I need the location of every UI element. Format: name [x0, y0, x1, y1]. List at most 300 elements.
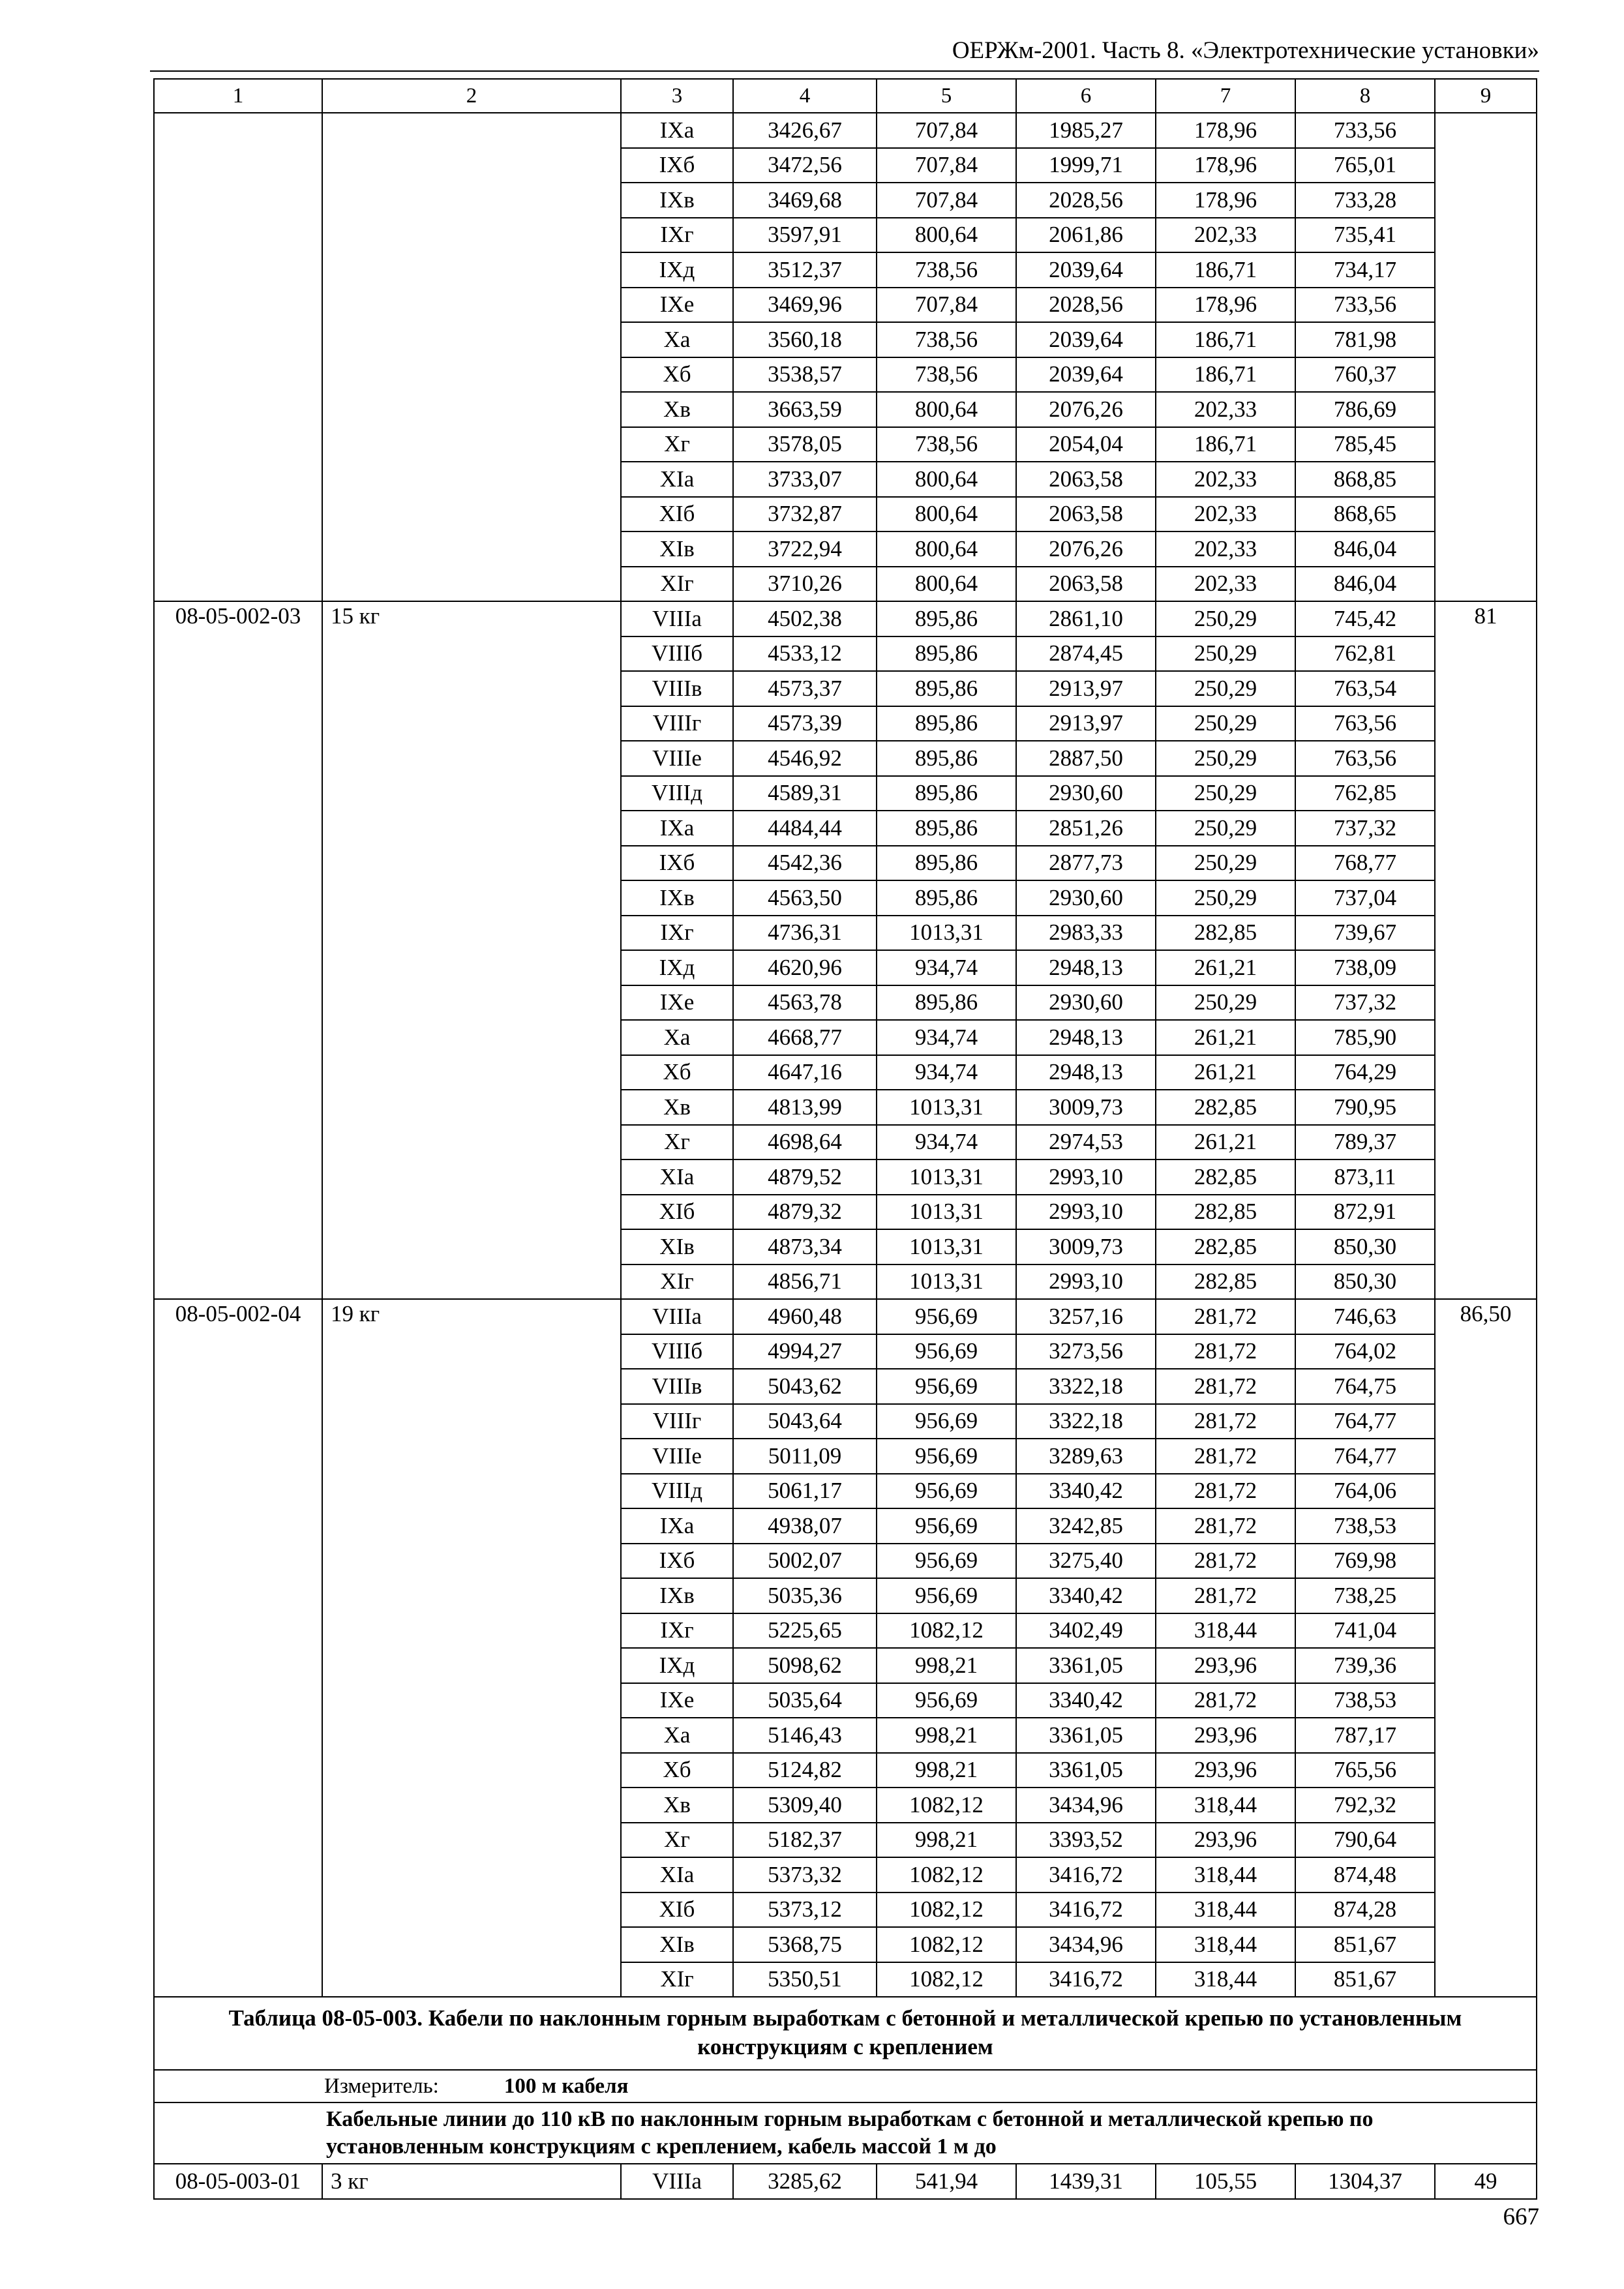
cell-col6: 1999,71 [1016, 148, 1156, 183]
cell-col6: 3434,96 [1016, 1788, 1156, 1823]
cell-col5: 1013,31 [877, 1195, 1016, 1230]
cell-col4: 5002,07 [733, 1544, 877, 1579]
cell-col9: 49 [1435, 2164, 1537, 2199]
cell-col6: 3340,42 [1016, 1683, 1156, 1718]
cell-col5: 1082,12 [877, 1788, 1016, 1823]
cell-col5: 895,86 [877, 636, 1016, 672]
cell-col4: 4502,38 [733, 601, 877, 636]
cell-col6: 2913,97 [1016, 671, 1156, 706]
cell-col6: 3273,56 [1016, 1334, 1156, 1369]
cell-col6: 3416,72 [1016, 1857, 1156, 1893]
cell-col4: 5350,51 [733, 1962, 877, 1997]
cell-col8: 746,63 [1295, 1299, 1435, 1334]
cell-col7: 293,96 [1156, 1753, 1295, 1788]
cell-col9: 86,50 [1435, 1299, 1537, 1997]
cell-col5: 956,69 [877, 1439, 1016, 1474]
cell-col8: 763,56 [1295, 706, 1435, 741]
cell-col4: 3426,67 [733, 113, 877, 148]
cell-col5: 800,64 [877, 462, 1016, 497]
cell-col4: 4573,39 [733, 706, 877, 741]
cell-col5: 800,64 [877, 218, 1016, 253]
cell-class: IXд [621, 1648, 733, 1683]
cell-col8: 868,85 [1295, 462, 1435, 497]
cell-col8: 738,53 [1295, 1683, 1435, 1718]
cell-col4: 3512,37 [733, 252, 877, 288]
cell-class: XIг [621, 567, 733, 602]
cell-col6: 2993,10 [1016, 1159, 1156, 1195]
measure-row [154, 2070, 1537, 2102]
cell-class: IXв [621, 183, 733, 218]
cell-col4: 5373,12 [733, 1893, 877, 1928]
cell-class: Xв [621, 392, 733, 427]
cell-col5: 956,69 [877, 1544, 1016, 1579]
cell-col7: 281,72 [1156, 1578, 1295, 1613]
cell-mass: 15 кг [322, 601, 621, 1299]
cell-col4: 3285,62 [733, 2164, 877, 2199]
cell-col4: 4668,77 [733, 1020, 877, 1055]
cell-class: IXб [621, 148, 733, 183]
cell-col4: 4546,92 [733, 741, 877, 776]
cell-col7: 186,71 [1156, 357, 1295, 393]
col-num-9: 9 [1435, 79, 1537, 113]
cell-class: Xа [621, 1718, 733, 1753]
cell-col6: 3009,73 [1016, 1090, 1156, 1125]
cell-col4: 3472,56 [733, 148, 877, 183]
cell-mass: 19 кг [322, 1299, 621, 1997]
cell-col6: 2974,53 [1016, 1125, 1156, 1160]
cell-col4: 4938,07 [733, 1508, 877, 1544]
cell-col8: 738,25 [1295, 1578, 1435, 1613]
cell-col6: 2039,64 [1016, 357, 1156, 393]
col-num-2: 2 [322, 79, 621, 113]
cell-col5: 998,21 [877, 1648, 1016, 1683]
cell-col7: 293,96 [1156, 1823, 1295, 1858]
cell-col4: 3469,96 [733, 288, 877, 323]
cell-col5: 738,56 [877, 322, 1016, 357]
cell-col5: 956,69 [877, 1578, 1016, 1613]
cell-col6: 2861,10 [1016, 601, 1156, 636]
cell-class: Xб [621, 1753, 733, 1788]
cell-class: XIа [621, 462, 733, 497]
cell-class: IXд [621, 950, 733, 985]
cell-mass [322, 113, 621, 601]
cell-col7: 282,85 [1156, 916, 1295, 951]
cell-col6: 3009,73 [1016, 1229, 1156, 1264]
cell-col8: 735,41 [1295, 218, 1435, 253]
cell-mass: 3 кг [322, 2164, 621, 2199]
cell-class: Xг [621, 1823, 733, 1858]
cell-col6: 2076,26 [1016, 531, 1156, 567]
cell-col7: 178,96 [1156, 113, 1295, 148]
cell-col6: 3361,05 [1016, 1648, 1156, 1683]
cell-col7: 261,21 [1156, 1125, 1295, 1160]
cell-col7: 261,21 [1156, 1020, 1295, 1055]
cell-col6: 3361,05 [1016, 1753, 1156, 1788]
cell-col7: 202,33 [1156, 531, 1295, 567]
cell-class: IXа [621, 1508, 733, 1544]
cell-col4: 3597,91 [733, 218, 877, 253]
cell-col7: 282,85 [1156, 1264, 1295, 1300]
cell-col8: 762,85 [1295, 776, 1435, 811]
cell-col8: 734,17 [1295, 252, 1435, 288]
cell-col6: 2061,86 [1016, 218, 1156, 253]
cell-col7: 318,44 [1156, 1613, 1295, 1649]
rates-table [153, 78, 1537, 2200]
column-number-row [154, 79, 1537, 113]
cell-col4: 4879,52 [733, 1159, 877, 1195]
cell-col7: 318,44 [1156, 1893, 1295, 1928]
cell-col8: 739,67 [1295, 916, 1435, 951]
page-number: 667 [1503, 2204, 1539, 2230]
cell-class: IXв [621, 1578, 733, 1613]
cell-col6: 2063,58 [1016, 462, 1156, 497]
cell-col4: 5035,64 [733, 1683, 877, 1718]
cell-class: VIIIг [621, 1404, 733, 1439]
cell-col5: 934,74 [877, 1020, 1016, 1055]
cell-class: IXв [621, 880, 733, 916]
cell-col6: 2930,60 [1016, 880, 1156, 916]
cell-col4: 4573,37 [733, 671, 877, 706]
cell-col6: 2028,56 [1016, 183, 1156, 218]
table-row [154, 1299, 1537, 1334]
cell-col5: 934,74 [877, 1125, 1016, 1160]
cell-col6: 2930,60 [1016, 776, 1156, 811]
cell-col7: 282,85 [1156, 1090, 1295, 1125]
table-footer [154, 1997, 1537, 2199]
cell-col4: 4873,34 [733, 1229, 877, 1264]
col-num-3: 3 [621, 79, 733, 113]
cell-col8: 745,42 [1295, 601, 1435, 636]
cell-class: Xв [621, 1090, 733, 1125]
cell-col8: 738,53 [1295, 1508, 1435, 1544]
cell-col5: 1013,31 [877, 916, 1016, 951]
cell-col4: 3560,18 [733, 322, 877, 357]
cell-col4: 4542,36 [733, 846, 877, 881]
cell-col6: 2063,58 [1016, 567, 1156, 602]
cell-col8: 733,28 [1295, 183, 1435, 218]
cell-col8: 790,64 [1295, 1823, 1435, 1858]
cell-col7: 202,33 [1156, 462, 1295, 497]
table-title-row [154, 1997, 1537, 2070]
cell-col6: 2039,64 [1016, 322, 1156, 357]
cell-col8: 792,32 [1295, 1788, 1435, 1823]
cell-col5: 800,64 [877, 392, 1016, 427]
cell-col8: 787,17 [1295, 1718, 1435, 1753]
cell-col4: 3578,05 [733, 427, 877, 462]
cell-col5: 1082,12 [877, 1927, 1016, 1962]
cell-col6: 3434,96 [1016, 1927, 1156, 1962]
cell-col8: 738,09 [1295, 950, 1435, 985]
cell-col6: 3416,72 [1016, 1962, 1156, 1997]
cell-col8: 851,67 [1295, 1927, 1435, 1962]
cell-col5: 895,86 [877, 811, 1016, 846]
cell-col8: 764,75 [1295, 1369, 1435, 1404]
cell-col6: 3275,40 [1016, 1544, 1156, 1579]
cell-col8: 764,77 [1295, 1404, 1435, 1439]
cell-col8: 765,01 [1295, 148, 1435, 183]
cell-class: XIв [621, 1229, 733, 1264]
cell-col7: 282,85 [1156, 1195, 1295, 1230]
cell-col6: 3340,42 [1016, 1474, 1156, 1509]
cell-col8: 762,81 [1295, 636, 1435, 672]
cell-col5: 738,56 [877, 427, 1016, 462]
cell-col7: 293,96 [1156, 1718, 1295, 1753]
cell-class: VIIIд [621, 1474, 733, 1509]
cell-col4: 3710,26 [733, 567, 877, 602]
cell-col5: 1013,31 [877, 1229, 1016, 1264]
cell-col8: 741,04 [1295, 1613, 1435, 1649]
cell-col7: 250,29 [1156, 671, 1295, 706]
cell-col5: 800,64 [877, 497, 1016, 532]
cell-col8: 1304,37 [1295, 2164, 1435, 2199]
cell-col8: 872,91 [1295, 1195, 1435, 1230]
cell-class: VIIIа [621, 601, 733, 636]
cell-col4: 5043,62 [733, 1369, 877, 1404]
table-row [154, 601, 1537, 636]
cell-col7: 202,33 [1156, 497, 1295, 532]
cell-col8: 737,32 [1295, 985, 1435, 1021]
cell-col5: 998,21 [877, 1718, 1016, 1753]
cell-col7: 202,33 [1156, 567, 1295, 602]
cell-col8: 846,04 [1295, 531, 1435, 567]
cell-col5: 895,86 [877, 741, 1016, 776]
cell-col5: 998,21 [877, 1823, 1016, 1858]
cell-col4: 5061,17 [733, 1474, 877, 1509]
cell-col5: 895,86 [877, 776, 1016, 811]
cell-col4: 4736,31 [733, 916, 877, 951]
table-row [154, 113, 1537, 148]
cell-col6: 3322,18 [1016, 1369, 1156, 1404]
running-header: ОЕРЖм-2001. Часть 8. «Электротехнические установки» [952, 37, 1539, 64]
cell-col5: 1082,12 [877, 1893, 1016, 1928]
cell-class: Xа [621, 322, 733, 357]
cell-col4: 3469,68 [733, 183, 877, 218]
cell-col8: 873,11 [1295, 1159, 1435, 1195]
cell-col5: 895,86 [877, 706, 1016, 741]
cell-class: Xг [621, 1125, 733, 1160]
cell-col7: 178,96 [1156, 183, 1295, 218]
cell-class: VIIIд [621, 776, 733, 811]
cell-col4: 4813,99 [733, 1090, 877, 1125]
cell-col7: 202,33 [1156, 218, 1295, 253]
cell-class: IXб [621, 1544, 733, 1579]
cell-col4: 4484,44 [733, 811, 877, 846]
cell-class: VIIIб [621, 636, 733, 672]
cell-class: VIIIе [621, 1439, 733, 1474]
cell-class: XIб [621, 497, 733, 532]
cell-col7: 318,44 [1156, 1927, 1295, 1962]
cell-col7: 318,44 [1156, 1857, 1295, 1893]
cell-col6: 2063,58 [1016, 497, 1156, 532]
cell-class: IXд [621, 252, 733, 288]
cell-col5: 895,86 [877, 601, 1016, 636]
cell-col5: 895,86 [877, 880, 1016, 916]
col-num-7: 7 [1156, 79, 1295, 113]
cell-code: 08-05-002-03 [154, 601, 322, 1299]
cell-col7: 261,21 [1156, 950, 1295, 985]
cell-col6: 2913,97 [1016, 706, 1156, 741]
cell-col7: 250,29 [1156, 741, 1295, 776]
cell-col9 [1435, 113, 1537, 601]
cell-class: IXг [621, 218, 733, 253]
cell-col7: 282,85 [1156, 1229, 1295, 1264]
header-rule [150, 70, 1539, 72]
cell-col4: 5011,09 [733, 1439, 877, 1474]
cell-col7: 261,21 [1156, 1055, 1295, 1090]
cell-col4: 4856,71 [733, 1264, 877, 1300]
cell-col5: 956,69 [877, 1299, 1016, 1334]
col-num-5: 5 [877, 79, 1016, 113]
cell-class: VIIIв [621, 1369, 733, 1404]
cell-col6: 2851,26 [1016, 811, 1156, 846]
cell-class: Xб [621, 1055, 733, 1090]
cell-col8: 764,77 [1295, 1439, 1435, 1474]
cell-col4: 3722,94 [733, 531, 877, 567]
cell-col5: 738,56 [877, 357, 1016, 393]
cell-code [154, 113, 322, 601]
cell-col8: 769,98 [1295, 1544, 1435, 1579]
cell-code: 08-05-003-01 [154, 2164, 322, 2199]
cell-class: XIб [621, 1195, 733, 1230]
cell-col7: 318,44 [1156, 1788, 1295, 1823]
cell-col6: 2993,10 [1016, 1264, 1156, 1300]
cell-col8: 786,69 [1295, 392, 1435, 427]
cell-col7: 105,55 [1156, 2164, 1295, 2199]
cell-col5: 707,84 [877, 183, 1016, 218]
cell-col5: 800,64 [877, 531, 1016, 567]
cell-class: IXа [621, 811, 733, 846]
cell-col7: 293,96 [1156, 1648, 1295, 1683]
cell-col8: 868,65 [1295, 497, 1435, 532]
cell-col4: 4563,50 [733, 880, 877, 916]
cell-col4: 4698,64 [733, 1125, 877, 1160]
cell-col5: 956,69 [877, 1474, 1016, 1509]
cell-col6: 2039,64 [1016, 252, 1156, 288]
cell-col8: 764,29 [1295, 1055, 1435, 1090]
cell-col4: 4533,12 [733, 636, 877, 672]
cell-col4: 5309,40 [733, 1788, 877, 1823]
cell-col7: 186,71 [1156, 427, 1295, 462]
cell-col5: 1013,31 [877, 1090, 1016, 1125]
cable-heading-row [154, 2102, 1537, 2164]
cell-col5: 707,84 [877, 113, 1016, 148]
cell-col5: 895,86 [877, 985, 1016, 1021]
cell-col6: 3257,16 [1016, 1299, 1156, 1334]
cell-col5: 1082,12 [877, 1962, 1016, 1997]
cell-col5: 707,84 [877, 288, 1016, 323]
cell-col4: 5043,64 [733, 1404, 877, 1439]
cell-col6: 3402,49 [1016, 1613, 1156, 1649]
cell-col5: 956,69 [877, 1683, 1016, 1718]
cell-col5: 956,69 [877, 1404, 1016, 1439]
cell-col4: 5373,32 [733, 1857, 877, 1893]
cell-col5: 895,86 [877, 671, 1016, 706]
cell-col5: 1082,12 [877, 1613, 1016, 1649]
cell-class: Xа [621, 1020, 733, 1055]
cell-col4: 3663,59 [733, 392, 877, 427]
cell-class: XIа [621, 1857, 733, 1893]
cell-col4: 5035,36 [733, 1578, 877, 1613]
cell-col4: 4960,48 [733, 1299, 877, 1334]
cell-col5: 998,21 [877, 1753, 1016, 1788]
cell-col6: 2983,33 [1016, 916, 1156, 951]
cell-class: IXг [621, 916, 733, 951]
cell-col7: 281,72 [1156, 1439, 1295, 1474]
measure-value: 100 м кабеля [504, 2074, 629, 2098]
cell-col8: 764,02 [1295, 1334, 1435, 1369]
cell-col4: 3733,07 [733, 462, 877, 497]
cell-col5: 895,86 [877, 846, 1016, 881]
cell-col9: 81 [1435, 601, 1537, 1299]
cell-col6: 2054,04 [1016, 427, 1156, 462]
cell-col8: 846,04 [1295, 567, 1435, 602]
cell-col4: 4563,78 [733, 985, 877, 1021]
cell-col7: 318,44 [1156, 1962, 1295, 1997]
cell-class: IXе [621, 288, 733, 323]
cell-col8: 733,56 [1295, 288, 1435, 323]
cell-col7: 281,72 [1156, 1299, 1295, 1334]
cell-col8: 737,32 [1295, 811, 1435, 846]
cell-col8: 874,28 [1295, 1893, 1435, 1928]
cell-class: XIв [621, 531, 733, 567]
cell-col8: 785,45 [1295, 427, 1435, 462]
cell-col4: 4879,32 [733, 1195, 877, 1230]
cell-col4: 5098,62 [733, 1648, 877, 1683]
cell-col8: 850,30 [1295, 1264, 1435, 1300]
cell-col7: 282,85 [1156, 1159, 1295, 1195]
cell-col4: 5225,65 [733, 1613, 877, 1649]
table-title: Таблица 08-05-003. Кабели по наклонным горным выработкам с бетонной и металлической крепью по установленным конструкциям с креплением [154, 1997, 1537, 2070]
cell-col4: 3538,57 [733, 357, 877, 393]
cell-class: Xв [621, 1788, 733, 1823]
cell-col8: 739,36 [1295, 1648, 1435, 1683]
measure-label: Измеритель: [324, 2074, 439, 2098]
cell-col4: 4589,31 [733, 776, 877, 811]
cell-col6: 2874,45 [1016, 636, 1156, 672]
cell-col5: 956,69 [877, 1508, 1016, 1544]
cable-heading: Кабельные линии до 110 кВ по наклонным горным выработкам с бетонной и металлической крепью по установленным конструкциям с креплением, кабель массой 1 м до [154, 2102, 1537, 2164]
cell-col7: 250,29 [1156, 636, 1295, 672]
cell-col4: 4620,96 [733, 950, 877, 985]
cell-col5: 956,69 [877, 1369, 1016, 1404]
cell-class: IXг [621, 1613, 733, 1649]
cell-col8: 790,95 [1295, 1090, 1435, 1125]
cell-col5: 1013,31 [877, 1264, 1016, 1300]
cell-class: XIв [621, 1927, 733, 1962]
cell-class: IXе [621, 1683, 733, 1718]
cell-col6: 2028,56 [1016, 288, 1156, 323]
cell-col7: 250,29 [1156, 985, 1295, 1021]
cell-col6: 3416,72 [1016, 1893, 1156, 1928]
cell-col7: 281,72 [1156, 1474, 1295, 1509]
cell-class: XIа [621, 1159, 733, 1195]
col-num-1: 1 [154, 79, 322, 113]
cell-col5: 800,64 [877, 567, 1016, 602]
cell-col6: 1439,31 [1016, 2164, 1156, 2199]
table-body [154, 79, 1537, 1997]
cell-col4: 4994,27 [733, 1334, 877, 1369]
cell-col8: 874,48 [1295, 1857, 1435, 1893]
cell-col4: 3732,87 [733, 497, 877, 532]
cell-col7: 250,29 [1156, 811, 1295, 846]
cell-col5: 738,56 [877, 252, 1016, 288]
cell-class: Xг [621, 427, 733, 462]
col-num-6: 6 [1016, 79, 1156, 113]
cell-col4: 4647,16 [733, 1055, 877, 1090]
cell-col7: 281,72 [1156, 1369, 1295, 1404]
cell-col4: 5368,75 [733, 1927, 877, 1962]
cell-col6: 3361,05 [1016, 1718, 1156, 1753]
